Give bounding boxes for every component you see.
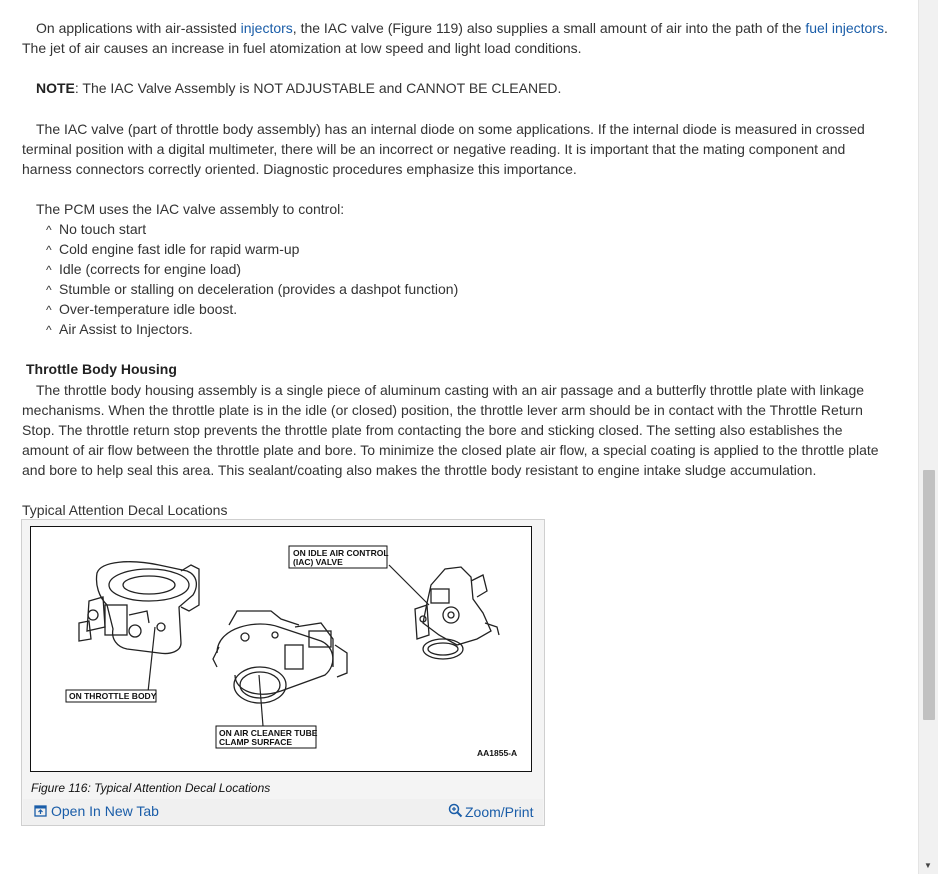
open-new-tab-link[interactable]: Open In New Tab: [34, 803, 159, 820]
figure-code: AA1855-A: [477, 748, 518, 758]
air-cleaner-label-line2: CLAMP SURFACE: [219, 737, 293, 747]
decal-locations-diagram: [31, 527, 530, 770]
throttle-paragraph-line: mechanisms. When the throttle plate is in the idle (or closed) position, the throttle lever arm should be in contact with the Throttle Return: [22, 402, 863, 418]
list-item: ^ Cold engine fast idle for rapid warm-up: [46, 241, 300, 257]
zoom-icon: [448, 803, 463, 821]
figure-title: Typical Attention Decal Locations: [22, 502, 228, 518]
scrollbar-thumb[interactable]: [923, 470, 935, 720]
list-item: ^ Over-temperature idle boost.: [46, 301, 238, 317]
iac-valve-label-line1: ON IDLE AIR CONTROL: [293, 548, 389, 558]
paragraph-iac-diode-line2: terminal position with a digital multimeter, there will be an incorrect or negative reading. It is important that the mating component and: [22, 141, 846, 157]
iac-valve-label-line2: (IAC) VALVE: [293, 557, 343, 567]
figure-caption: Figure 116: Typical Attention Decal Locations: [31, 781, 271, 795]
throttle-paragraph-line: and bore to help seal this area. This sealant/coating also makes the throttle body resistant to engine intake sludge accumulation.: [22, 462, 817, 478]
fuel-injectors-link[interactable]: fuel injectors: [805, 20, 884, 36]
figure-actions-bar: [23, 799, 543, 825]
scroll-down-arrow-icon[interactable]: ▼: [924, 861, 932, 870]
throttle-body-label: ON THROTTLE BODY: [69, 691, 157, 701]
figure-box: [21, 519, 545, 826]
throttle-paragraph-line: Stop. The throttle return stop prevents the throttle plate from contacting the bore and sticking closed. The setting also establishes the: [22, 422, 843, 438]
open-new-tab-icon: [34, 804, 47, 820]
injectors-link[interactable]: injectors: [240, 20, 293, 36]
vertical-scrollbar[interactable]: [918, 0, 938, 874]
throttle-paragraph-line: The throttle body housing assembly is a single piece of aluminum casting with an air passage and a butterfly throttle plate with linkage: [36, 382, 865, 398]
paragraph-air-assist: On applications with air-assisted injectors, the IAC valve (Figure 119) also supplies a small amount of air into the path of the fuel injectors.: [36, 20, 888, 36]
note-paragraph: NOTE: The IAC Valve Assembly is NOT ADJUSTABLE and CANNOT BE CLEANED.: [36, 80, 562, 96]
note-label: NOTE: [36, 80, 75, 96]
pcm-intro: The PCM uses the IAC valve assembly to control:: [36, 201, 345, 217]
zoom-print-link[interactable]: Zoom/Print: [448, 803, 533, 821]
air-cleaner-label-line1: ON AIR CLEANER TUBE: [219, 728, 318, 738]
list-item: ^ Air Assist to Injectors.: [46, 321, 193, 337]
paragraph-air-assist-line2: The jet of air causes an increase in fuel atomization at low speed and light load conditions.: [22, 40, 582, 56]
list-item: ^ Stumble or stalling on deceleration (provides a dashpot function): [46, 281, 459, 297]
list-item: ^ No touch start: [46, 221, 147, 237]
figure-image[interactable]: [30, 526, 532, 772]
list-item: ^ Idle (corrects for engine load): [46, 261, 242, 277]
paragraph-iac-diode-line1: The IAC valve (part of throttle body assembly) has an internal diode on some applications. If the internal diode is measured in crossed: [36, 121, 865, 137]
paragraph-iac-diode-line3: harness connectors correctly oriented. Diagnostic procedures emphasize this importance.: [22, 161, 577, 177]
throttle-heading: Throttle Body Housing: [26, 361, 177, 377]
throttle-paragraph-line: amount of air flow between the throttle plate and bore. To minimize the closed plate air flow, a special coating is applied to the throttle plate: [22, 442, 879, 458]
